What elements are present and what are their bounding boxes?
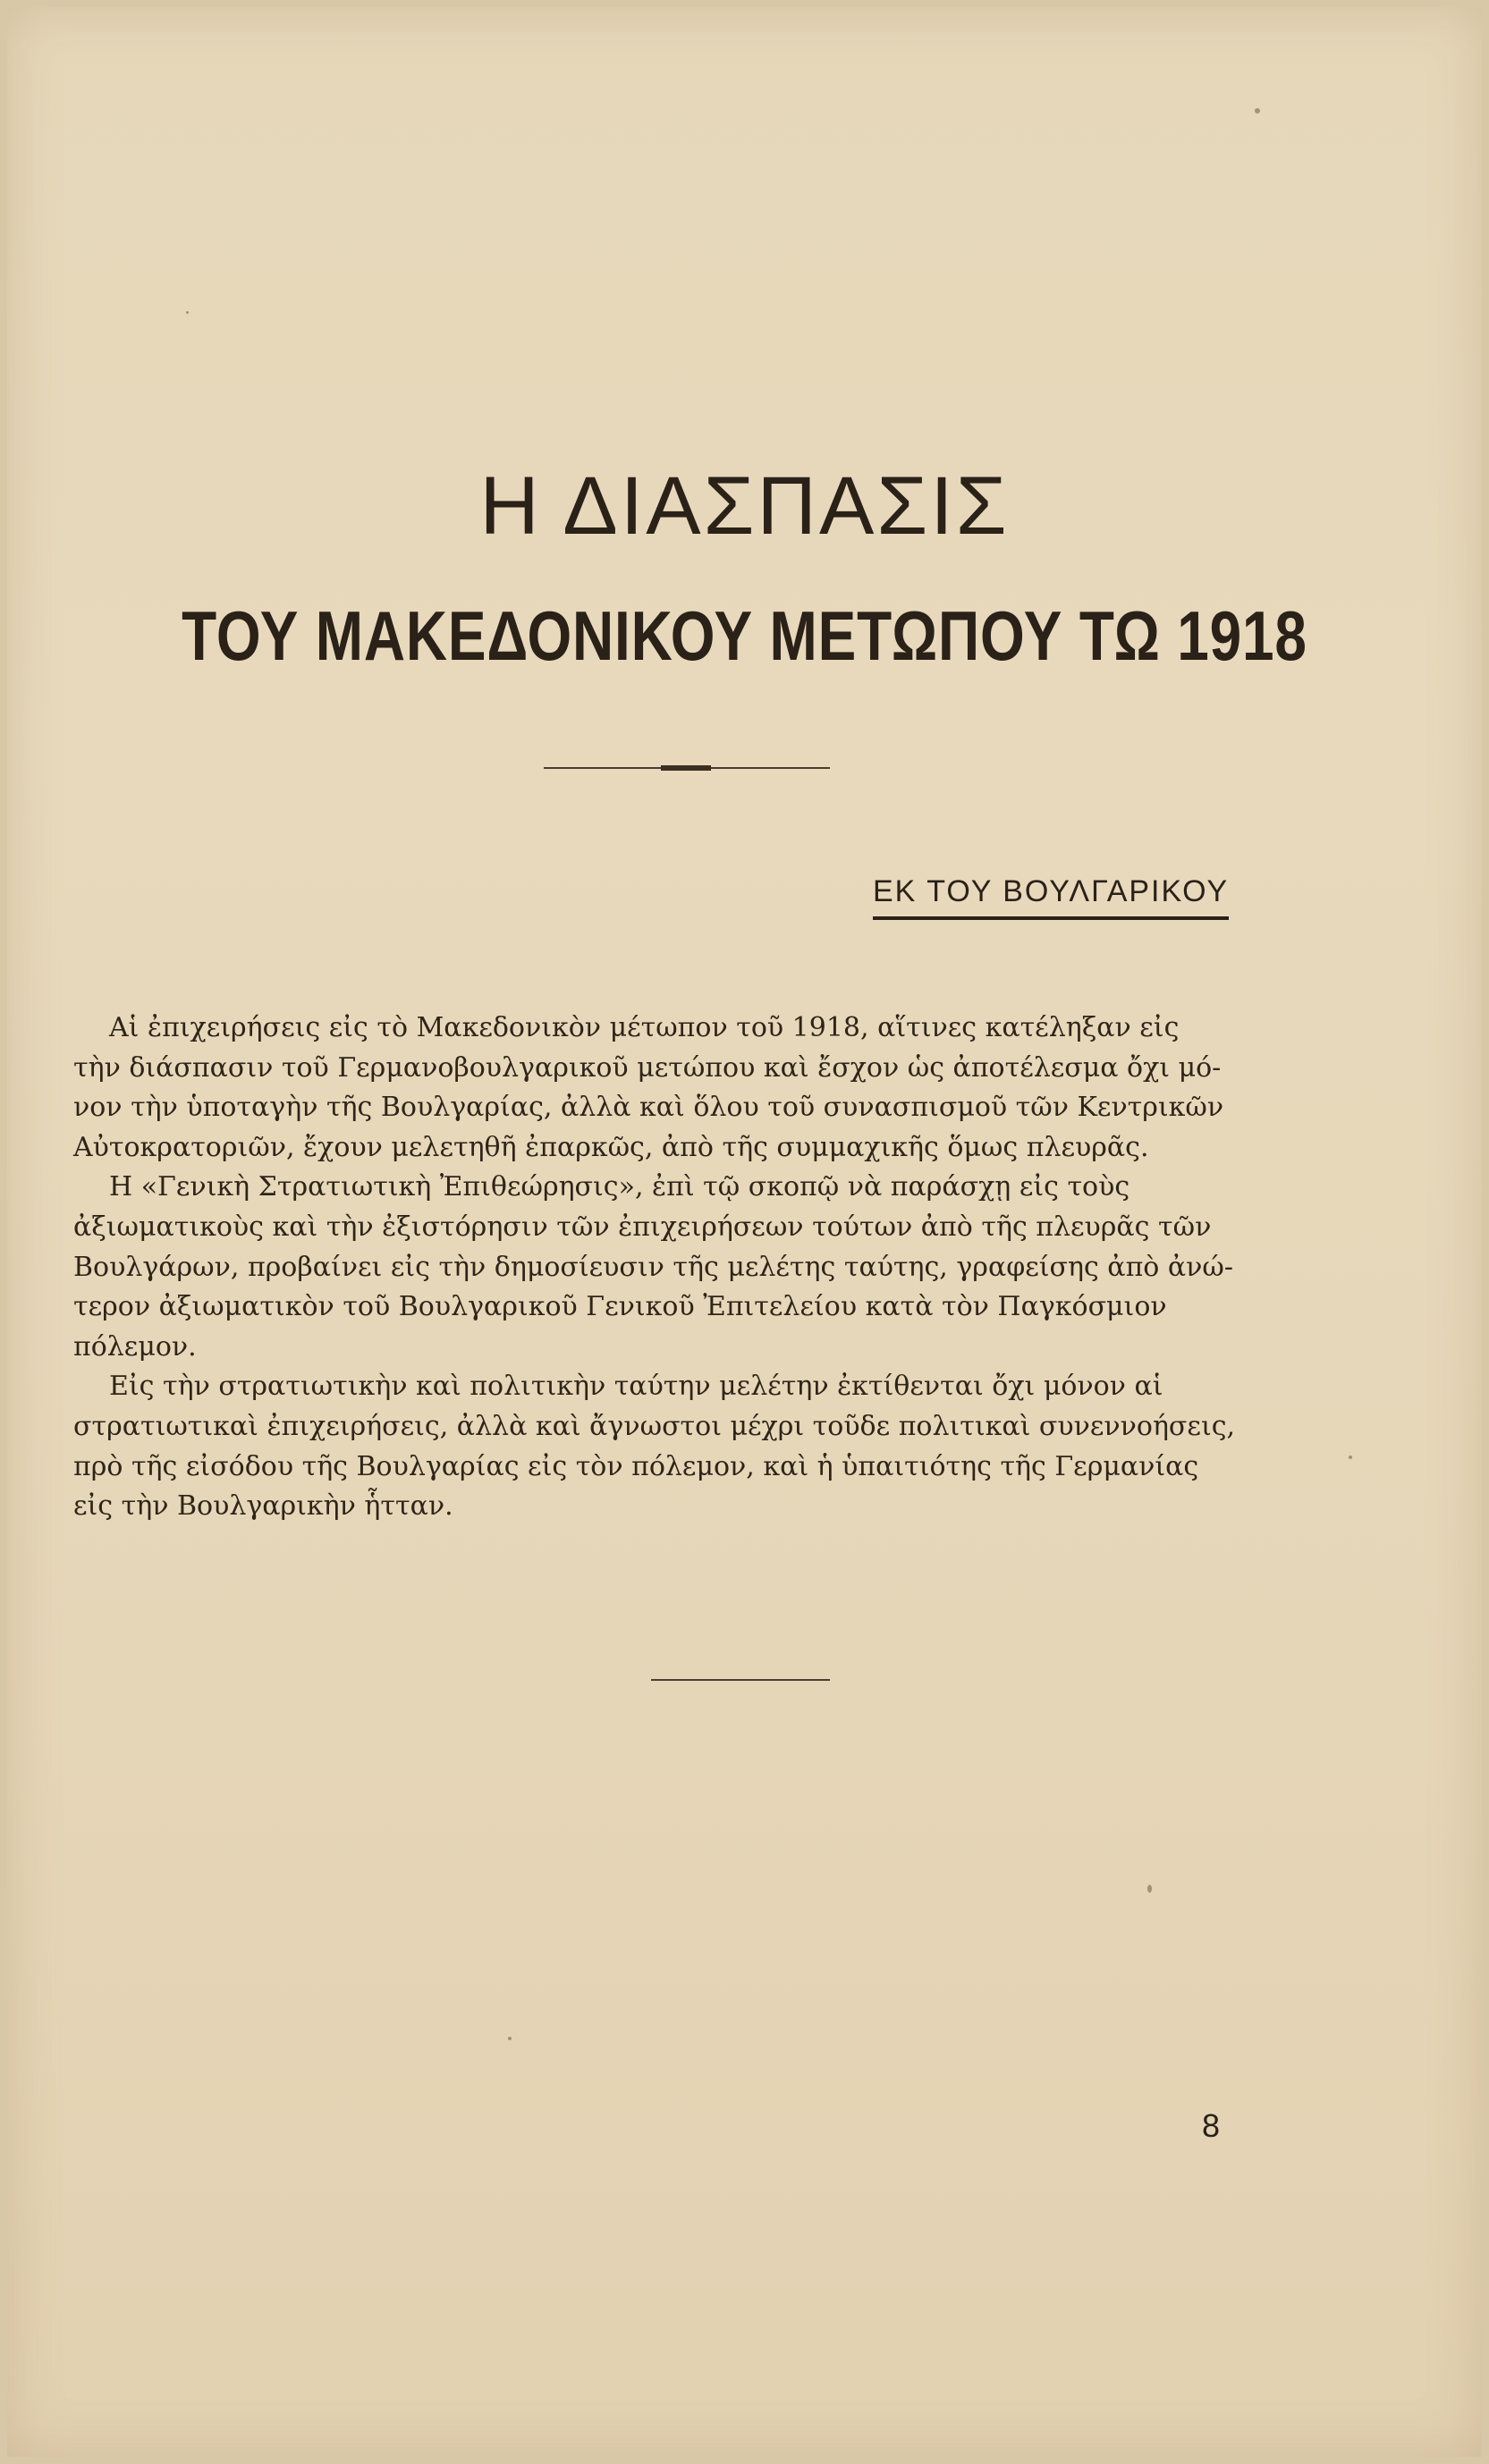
body-line: Βουλγάρων, προβαίνει εἰς τὴν δημοσίευσιν τῆς μελέτης ταύτης, γραφείσης ἀπὸ ἀνώ- (73, 1251, 1233, 1283)
body-line: τὴν διάσπασιν τοῦ Γερμανοβουλγαρικοῦ μετώπου καὶ ἔσχον ὡς ἀποτέλεσμα ὄχι μό- (73, 1051, 1222, 1084)
paper-speck (1147, 1885, 1152, 1893)
section-divider (651, 1679, 830, 1681)
body-line: ἀξιωματικοὺς καὶ τὴν ἐξιστόρησιν τῶν ἐπιχειρήσεων τούτων ἀπὸ τῆς πλευρᾶς τῶν (73, 1211, 1212, 1243)
title-divider-ornament (661, 765, 711, 771)
paper-speck (508, 2037, 512, 2040)
body-line: εἰς τὴν Βουλγαρικὴν ἧτταν. (73, 1490, 453, 1523)
page-number: 8 (1202, 2107, 1221, 2144)
body-line: νον τὴν ὑποταγὴν τῆς Βουλγαρίας, ἀλλὰ καὶ ὅλου τοῦ συνασπισμοῦ τῶν Κεντρικῶν (73, 1092, 1224, 1124)
source-note: ΕΚ ΤΟΥ ΒΟΥΛΓΑΡΙΚΟΥ (873, 874, 1229, 920)
page-subtitle: ΤΟΥ ΜΑΚΕΔΟΝΙΚΟΥ ΜΕΤΩΠΟΥ ΤΩ 1918 (182, 596, 1307, 675)
paper-speck (1255, 108, 1260, 114)
paper-speck (1349, 1456, 1352, 1459)
body-line: Εἰς τὴν στρατιωτικὴν καὶ πολιτικὴν ταύτην μελέτην ἐκτίθενται ὄχι μόνον αἱ (109, 1371, 1163, 1403)
body-line: τερον ἀξιωματικὸν τοῦ Βουλγαρικοῦ Γενικοῦ Ἐπιτελείου κατὰ τὸν Παγκόσμιον (73, 1291, 1167, 1323)
body-line: Η «Γενικὴ Στρατιωτικὴ Ἐπιθεώρησις», ἐπὶ τῷ σκοπῷ νὰ παράσχῃ εἰς τοὺς (109, 1171, 1130, 1203)
document-page (7, 7, 1482, 2457)
body-line: πόλεμον. (73, 1330, 197, 1363)
page-title: Η ΔΙΑΣΠΑΣΙΣ (479, 460, 1010, 552)
body-line: πρὸ τῆς εἰσόδου τῆς Βουλγαρίας εἰς τὸν πόλεμον, καὶ ἡ ὑπαιτιότης τῆς Γερμανίας (73, 1450, 1199, 1482)
body-text (73, 1008, 1322, 1527)
body-line: Αἱ ἐπιχειρήσεις εἰς τὸ Μακεδονικὸν μέτωπον τοῦ 1918, αἵτινες κατέληξαν εἰς (109, 1012, 1180, 1043)
body-line: Αὐτοκρατοριῶν, ἔχουν μελετηθῆ ἐπαρκῶς, ἀπὸ τῆς συμμαχικῆς ὅμως πλευρᾶς. (73, 1131, 1149, 1163)
body-line: στρατιωτικαὶ ἐπιχειρήσεις, ἀλλὰ καὶ ἄγνωστοι μέχρι τοῦδε πολιτικαὶ συνεννοήσεις, (73, 1410, 1236, 1442)
paper-speck (186, 311, 189, 314)
